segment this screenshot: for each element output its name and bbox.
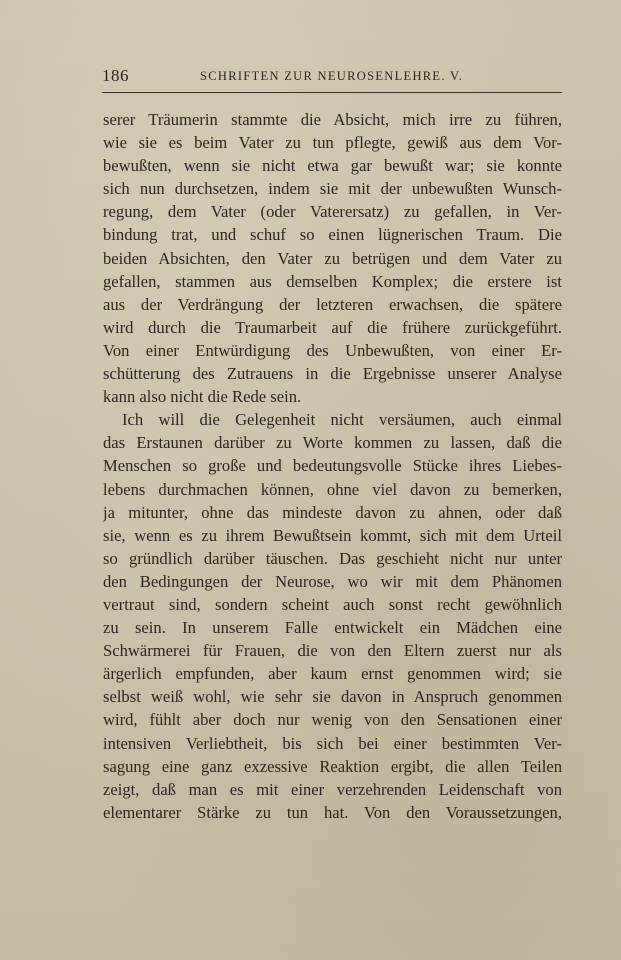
text-line: gefallen, stammen aus demselben Komplex; die erstere ist (103, 271, 562, 291)
text-line: Von einer Entwürdigung des Unbewußten, von einer Er- (103, 340, 562, 360)
text-line: zu sein. In unserem Falle entwickelt ein Mädchen eine (103, 618, 562, 638)
text-line: schütterung des Zutrauens in die Ergebnisse unserer Analyse (103, 364, 562, 384)
text-line: vertraut sind, sondern scheint auch sonst recht gewöhnlich (103, 594, 562, 614)
running-title: SCHRIFTEN ZUR NEUROSENLEHRE. V. (200, 69, 464, 83)
text-line: ärgerlich empfunden, aber kaum ernst genommen wird; sie (103, 664, 562, 684)
text-line: zeigt, daß man es mit einer verzehrenden Leidenschaft von (103, 779, 562, 799)
header-rule (102, 92, 562, 93)
text-line: ja mitunter, ohne das mindeste davon zu ahnen, oder daß (103, 502, 562, 522)
paragraph-start-line: Ich will die Gelegenheit nicht versäumen, auch einmal (122, 410, 562, 430)
text-line: wird, fühlt aber doch nur wenig von den Sensationen einer (103, 710, 562, 730)
text-line: lebens durchmachen können, ohne viel davon zu bemerken, (103, 479, 562, 499)
text-line: elementarer Stärke zu tun hat. Von den Voraussetzungen, (103, 802, 562, 822)
paragraph-end-line: kann also nicht die Rede sein. (103, 387, 302, 407)
text-line: so gründlich darüber täuschen. Das geschieht nicht nur unter (103, 548, 562, 568)
running-head (102, 66, 562, 88)
text-line: bindung trat, und schuf so einen lügnerischen Traum. Die (103, 225, 562, 245)
text-line: aus der Verdrängung der letzteren erwachsen, die spätere (103, 294, 562, 314)
text-line: regung, dem Vater (oder Vaterersatz) zu gefallen, in Ver- (103, 202, 562, 222)
text-line: sie, wenn es zu ihrem Bewußtsein kommt, sich mit dem Urteil (103, 525, 562, 545)
text-line: Menschen so große und bedeutungsvolle Stücke ihres Liebes- (103, 456, 562, 476)
text-line: beiden Absichten, den Vater zu betrügen und dem Vater zu (103, 248, 562, 268)
text-line: Schwärmerei für Frauen, die von den Eltern zuerst nur als (103, 641, 562, 661)
text-line: wie sie es beim Vater zu tun pflegte, gewiß aus dem Vor- (103, 133, 562, 153)
text-line: sich nun durchsetzen, indem sie mit der unbewußten Wunsch- (103, 179, 562, 199)
text-line: selbst weiß wohl, wie sehr sie davon in Anspruch genommen (103, 687, 562, 707)
body-text (103, 108, 562, 824)
text-line: wird durch die Traumarbeit auf die frühere zurückgeführt. (103, 317, 562, 337)
text-line: sagung eine ganz exzessive Reaktion ergibt, die allen Teilen (103, 756, 562, 776)
text-line: bewußten, wenn sie nicht etwa gar bewußt war; sie konnte (103, 156, 562, 176)
text-line: serer Träumerin stammte die Absicht, mich irre zu führen, (103, 110, 562, 129)
text-line: das Erstaunen darüber zu Worte kommen zu lassen, daß die (103, 433, 562, 453)
text-line: den Bedingungen der Neurose, wo wir mit dem Phänomen (103, 571, 562, 591)
text-line: intensiven Verliebtheit, bis sich bei einer bestimmten Ver- (103, 733, 562, 753)
page-number: 186 (102, 66, 129, 85)
